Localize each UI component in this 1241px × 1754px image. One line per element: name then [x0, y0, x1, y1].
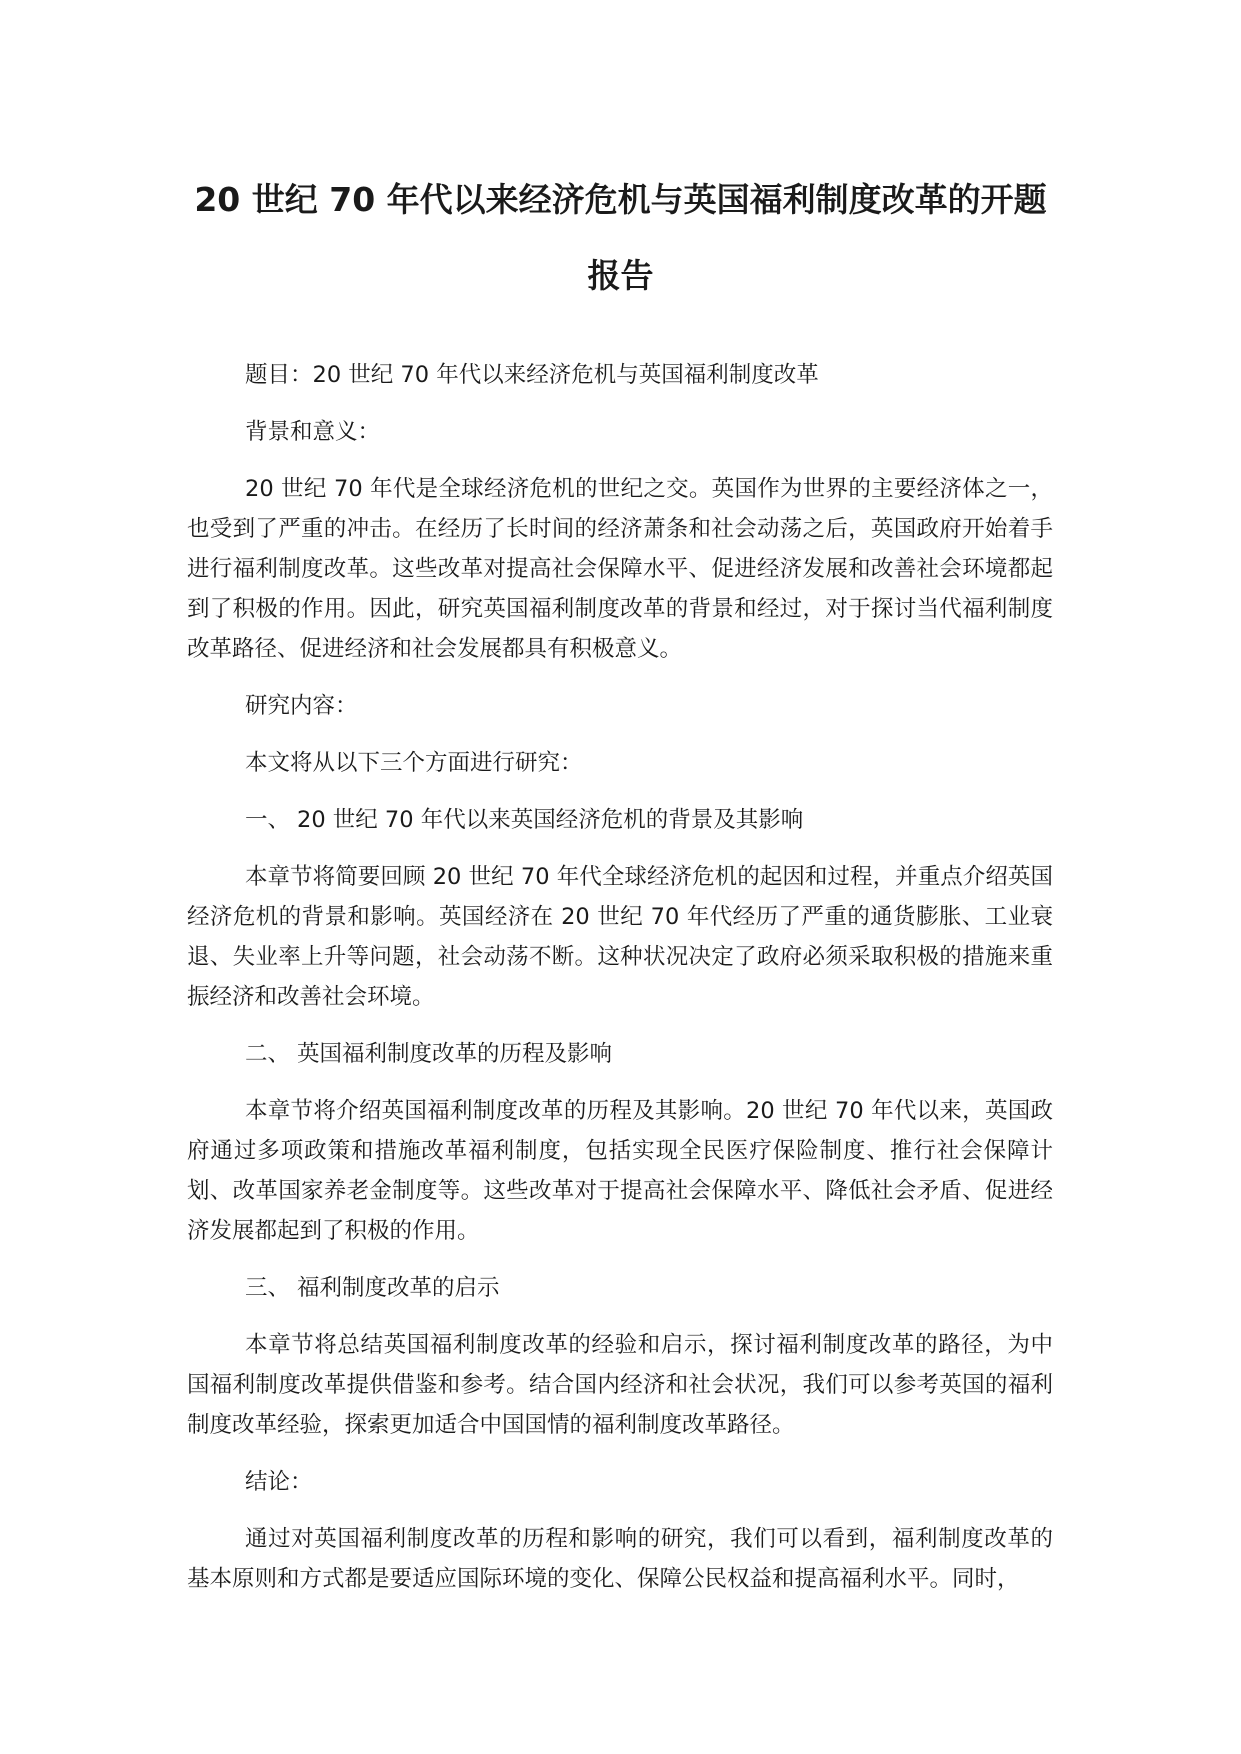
- conclusion-heading: 结论：: [245, 1469, 313, 1495]
- topic-line: 题目：20 世纪 70 年代以来经济危机与英国福利制度改革: [245, 362, 819, 388]
- section-3-paragraph: 本章节将总结英国福利制度改革的经验和启示，探讨福利制度改革的路径，为中国福利制度改革提供借鉴和参考。结合国内经济和社会状况，我们可以参考英国的福利制度改革经验，探索更加适合中国国情的福利制度改革路径。: [187, 1332, 1053, 1438]
- section-2-paragraph: 本章节将介绍英国福利制度改革的历程及其影响。20 世纪 70 年代以来，英国政府通过多项政策和措施改革福利制度，包括实现全民医疗保险制度、推行社会保障计划、改革国家养老金制度等。这些改革对于提高社会保障水平、降低社会矛盾、促进经济发展都起到了积极的作用。: [187, 1098, 1053, 1244]
- document-title-line2: 报告: [587, 256, 654, 295]
- section-3-title: 福利制度改革的启示: [297, 1275, 500, 1301]
- section-2-number: 二、: [245, 1041, 291, 1067]
- document-body: [187, 355, 1053, 1616]
- conclusion-paragraph: 通过对英国福利制度改革的历程和影响的研究，我们可以看到，福利制度改革的基本原则和方式都是要适应国际环境的变化、保障公民权益和提高福利水平。同时，: [187, 1526, 1053, 1592]
- content-heading: 研究内容：: [245, 693, 358, 719]
- content-intro: 本文将从以下三个方面进行研究：: [245, 750, 583, 776]
- background-paragraph: 20 世纪 70 年代是全球经济危机的世纪之交。英国作为世界的主要经济体之一，也受到了严重的冲击。在经历了长时间的经济萧条和社会动荡之后，英国政府开始着手进行福利制度改革。这些改革对提高社会保障水平、促进经济发展和改善社会环境都起到了积极的作用。因此，研究英国福利制度改革的背景和经过，对于探讨当代福利制度改革路径、促进经济和社会发展都具有积极意义。: [187, 476, 1053, 662]
- section-1-title: 20 世纪 70 年代以来英国经济危机的背景及其影响: [297, 807, 804, 833]
- section-1-number: 一、: [245, 807, 291, 833]
- section-3-heading: [187, 1268, 1053, 1308]
- document-title-line1: 20 世纪 70 年代以来经济危机与英国福利制度改革的开题: [194, 180, 1047, 219]
- section-2-heading: [187, 1034, 1053, 1074]
- section-1-heading: [187, 800, 1053, 840]
- section-2-title: 英国福利制度改革的历程及影响: [297, 1041, 613, 1067]
- section-3-number: 三、: [245, 1275, 291, 1301]
- section-1-paragraph: 本章节将简要回顾 20 世纪 70 年代全球经济危机的起因和过程，并重点介绍英国经济危机的背景和影响。英国经济在 20 世纪 70 年代经历了严重的通货膨胀、工业衰退、失业率上升等问题，社会动荡不断。这种状况决定了政府必须采取积极的措施来重振经济和改善社会环境。: [187, 864, 1053, 1010]
- background-heading: 背景和意义：: [245, 419, 381, 445]
